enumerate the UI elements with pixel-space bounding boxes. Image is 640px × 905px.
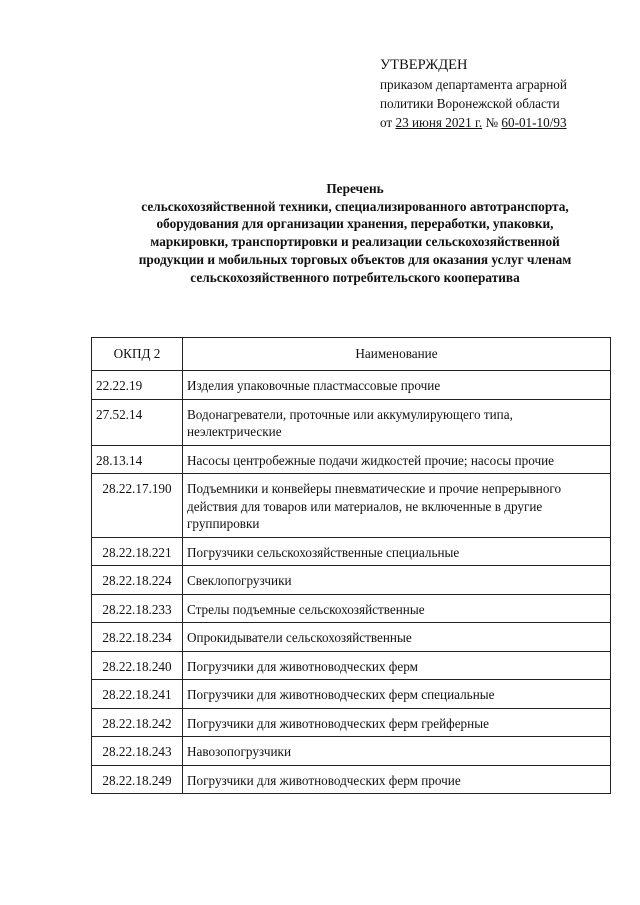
- table-row: [92, 708, 611, 737]
- approval-line-1: приказом департамента аграрной: [380, 77, 567, 92]
- item-name: Погрузчики для животноводческих ферм прочие: [183, 765, 611, 794]
- okpd-code: 28.22.18.242: [92, 708, 183, 737]
- approval-number-sign: №: [485, 115, 499, 130]
- approval-date: 23 июня 2021 г.: [395, 115, 483, 130]
- table-row: [92, 594, 611, 623]
- table-row: [92, 566, 611, 595]
- item-name: Погрузчики для животноводческих ферм специальные: [183, 680, 611, 709]
- item-name: Навозопогрузчики: [183, 737, 611, 766]
- approval-date-line: [380, 113, 620, 132]
- table-row: [92, 399, 611, 445]
- table-row: [92, 651, 611, 680]
- okpd-code: 28.22.17.190: [92, 474, 183, 538]
- okpd-code: 28.22.18.234: [92, 623, 183, 652]
- item-name: Погрузчики сельскохозяйственные специальные: [183, 537, 611, 566]
- table-row: [92, 765, 611, 794]
- table-row: [92, 680, 611, 709]
- document-title-line: сельскохозяйственного потребительского кооператива: [190, 269, 520, 285]
- document-title-line: сельскохозяйственной техники, специализированного автотранспорта,: [141, 198, 569, 214]
- item-name: Свеклопогрузчики: [183, 566, 611, 595]
- okpd-code: 28.13.14: [92, 445, 183, 474]
- approval-heading: УТВЕРЖДЕН: [380, 57, 468, 73]
- table-row: [92, 371, 611, 400]
- column-header-name: Наименование: [183, 338, 611, 371]
- document-title-line: Перечень: [326, 181, 384, 196]
- column-header-code: ОКПД 2: [92, 338, 183, 371]
- document-title-line: оборудования для организации хранения, переработки, упаковки,: [156, 216, 554, 232]
- table-row: [92, 737, 611, 766]
- item-name: Погрузчики для животноводческих ферм: [183, 651, 611, 680]
- okpd-code: 22.22.19: [92, 371, 183, 400]
- approval-line-2: политики Воронежской области: [380, 96, 560, 111]
- approval-number: 60-01-10/93: [501, 115, 567, 130]
- item-name: Погрузчики для животноводческих ферм грейферные: [183, 708, 611, 737]
- item-name: Изделия упаковочные пластмассовые прочие: [183, 371, 611, 400]
- okpd-code: 28.22.18.241: [92, 680, 183, 709]
- table-row: [92, 623, 611, 652]
- okpd-code: 28.22.18.221: [92, 537, 183, 566]
- okpd-code: 28.22.18.240: [92, 651, 183, 680]
- okpd-code: 28.22.18.233: [92, 594, 183, 623]
- table-header-row: [92, 338, 611, 371]
- item-name: Водонагреватели, проточные или аккумулирующего типа, неэлектрические: [183, 399, 611, 445]
- okpd-code: 28.22.18.243: [92, 737, 183, 766]
- okpd-code: 27.52.14: [92, 399, 183, 445]
- document-title-line: маркировки, транспортировки и реализации сельскохозяйственной: [150, 234, 560, 250]
- item-name: Стрелы подъемные сельскохозяйственные: [183, 594, 611, 623]
- okpd-code: 28.22.18.224: [92, 566, 183, 595]
- document-title: [60, 180, 640, 286]
- table-row: [92, 474, 611, 538]
- item-name: Опрокидыватели сельскохозяйственные: [183, 623, 611, 652]
- okpd-code: 28.22.18.249: [92, 765, 183, 794]
- table-row: [92, 537, 611, 566]
- document-title-line: продукции и мобильных торговых объектов для оказания услуг членам: [138, 251, 572, 267]
- item-name: Подъемники и конвейеры пневматические и прочие непрерывного действия для товаров или материалов, не включенные в другие группировки: [183, 474, 611, 538]
- okpd-table: [91, 337, 611, 794]
- approval-stamp: [380, 55, 620, 132]
- approval-prefix: от: [380, 115, 393, 130]
- item-name: Насосы центробежные подачи жидкостей прочие; насосы прочие: [183, 445, 611, 474]
- table-row: [92, 445, 611, 474]
